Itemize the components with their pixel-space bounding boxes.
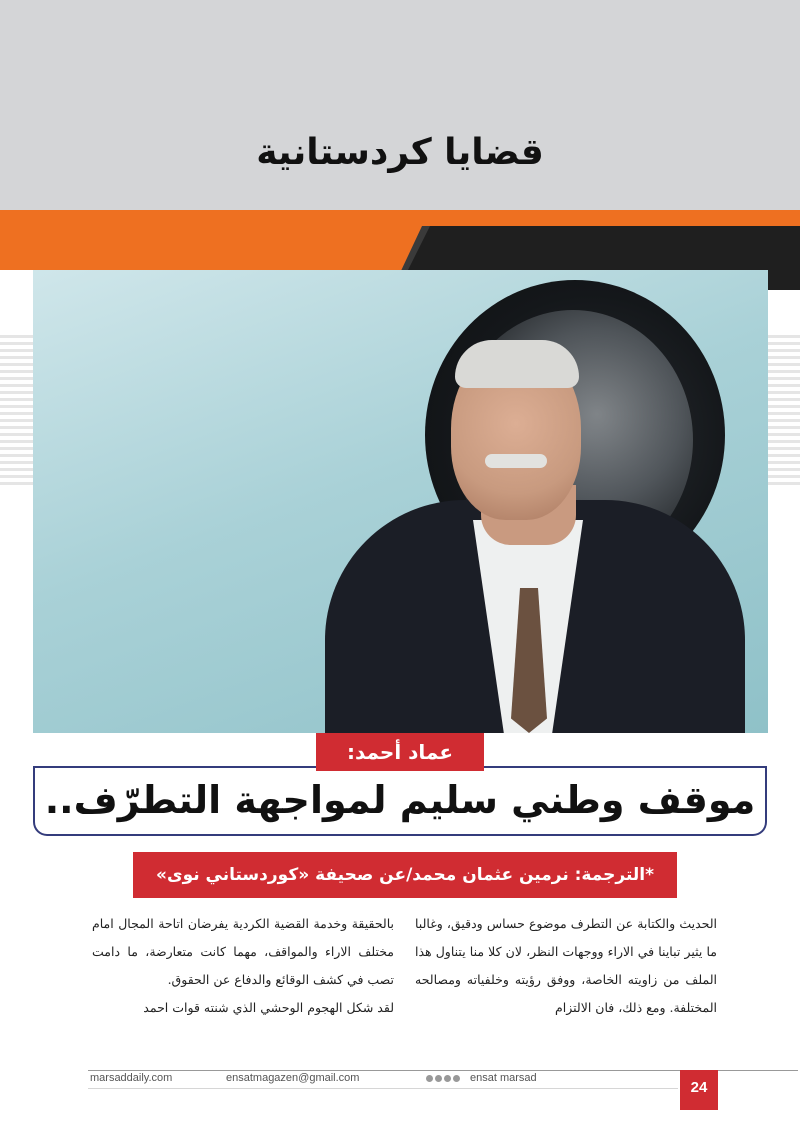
page-header (0, 0, 800, 210)
twitter-icon[interactable] (435, 1075, 442, 1082)
footer-website[interactable]: marsaddaily.com (90, 1072, 173, 1084)
name-tag: عماد أحمد: (316, 733, 484, 771)
article-photo (33, 270, 768, 733)
instagram-icon[interactable] (444, 1075, 451, 1082)
decorative-stripes-left (0, 335, 36, 485)
text-column-left (92, 910, 394, 1022)
text-column-right (415, 910, 717, 1022)
paragraph: بالحقيقة وخدمة القضية الكردية يفرضان اتاحة المجال امام مختلف الاراء والمواقف، مهما كانت متعارضة، ما دامت تصب في كشف الوقائع والدفاع عن الحقوق. (92, 916, 394, 987)
footer-brand: ensat marsad (470, 1072, 537, 1084)
footer-email[interactable]: ensatmagazen@gmail.com (226, 1072, 360, 1084)
section-title: قضايا كردستانية (256, 132, 544, 173)
paragraph: الحديث والكتابة عن التطرف موضوع حساس ودقيق، وغالبا ما يثير تباينا في الاراء ووجهات النظر، لان كلا منا يتناول هذا الملف من زاويته الخاصة، ووفق رؤيته وخلفياته ومصالحه المختلفة. ومع ذلك، فان الالتزام (415, 916, 717, 1015)
decorative-stripes-right (764, 335, 800, 485)
page-number: 24 (680, 1070, 718, 1110)
paragraph: لقد شكل الهجوم الوحشي الذي شنته قوات احمد (143, 1000, 394, 1015)
photo-hair (455, 340, 579, 388)
youtube-icon[interactable] (453, 1075, 460, 1082)
social-icons (426, 1072, 462, 1084)
article-headline: موقف وطني سليم لمواجهة التطرّف.. (44, 778, 756, 822)
photo-mustache (485, 454, 547, 468)
translator-credit: *الترجمة: نرمين عثمان محمد/عن صحيفة «كوردستاني نوى» (133, 852, 677, 898)
footer-divider-secondary (88, 1088, 678, 1089)
facebook-icon[interactable] (426, 1075, 433, 1082)
